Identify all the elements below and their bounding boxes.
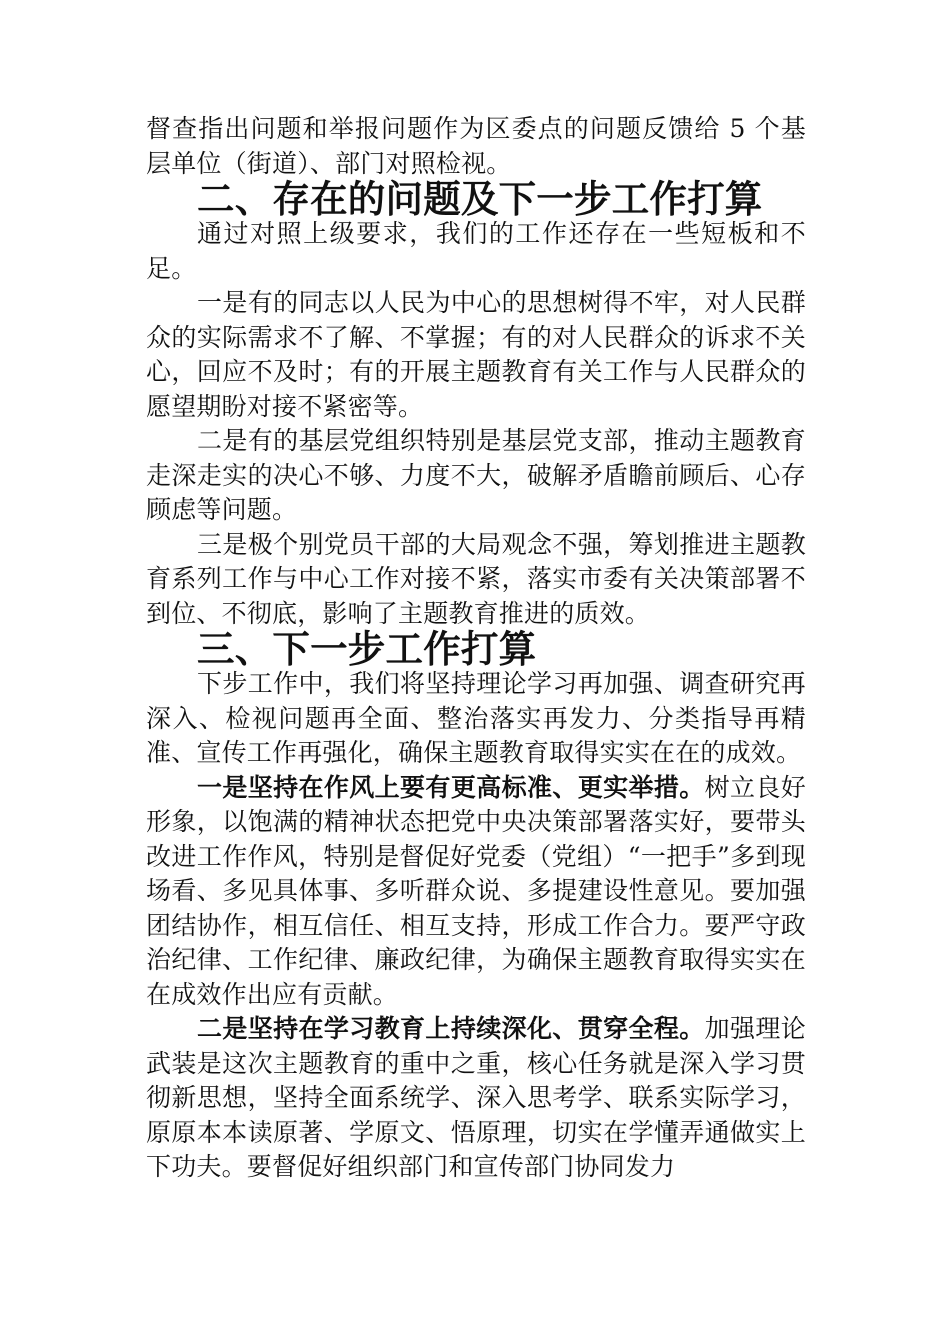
paragraph-problem-three: 三是极个别党员干部的大局观念不强，筹划推进主题教育系列工作与中心工作对接不紧，落实市委有关决策部署不到位、不彻底，影响了主题教育推进的质效。: [146, 529, 806, 628]
paragraph-measure-two: [146, 1012, 806, 1185]
paragraph-next-steps-intro: 下步工作中，我们将坚持理论学习再加强、调查研究再深入、检视问题再全面、整治落实再发力、分类指导再精准、宣传工作再强化，确保主题教育取得实实在在的成效。: [146, 669, 806, 767]
paragraph-measure-one: [146, 771, 806, 1013]
paragraph-intro-problems: 通过对照上级要求，我们的工作还存在一些短板和不足。: [146, 219, 806, 283]
section-heading-next-steps: 三、下一步工作打算: [197, 627, 537, 671]
measure-two-lead: 二是坚持在学习教育上持续深化、贯穿全程。: [197, 1014, 705, 1043]
paragraph-problem-one: 一是有的同志以人民为中心的思想树得不牢，对人民群众的实际需求不了解、不掌握；有的对人民群众的诉求不关心，回应不及时；有的开展主题教育有关工作与人民群众的愿望期盼对接不紧密等。: [146, 288, 806, 421]
paragraph-problem-two: 二是有的基层党组织特别是基层党支部，推动主题教育走深走实的决心不够、力度不大，破解矛盾瞻前顾后、心存顾虑等问题。: [146, 426, 806, 524]
measure-one-body: 树立良好形象，以饱满的精神状态把党中央决策部署落实好，要带头改进工作作风，特别是督促好党委（党组）“一把手”多到现场看、多见具体事、多听群众说、多提建设性意见。要加强团结协作，相互信任、相互支持，形成工作合力。要严守政治纪律、工作纪律、廉政纪律，为确保主题教育取得实实在在成效作出应有贡献。: [146, 772, 806, 1009]
paragraph-continuation: 督查指出问题和举报问题作为区委点的问题反馈给 5 个基层单位（街道）、部门对照检视。: [146, 114, 806, 178]
document-page: [146, 112, 806, 1185]
section-heading-problems: 二、存在的问题及下一步工作打算: [197, 177, 763, 221]
measure-one-lead: 一是坚持在作风上要有更高标准、更实举措。: [197, 772, 705, 802]
measure-two-body: 加强理论武装是这次主题教育的重中之重，核心任务就是深入学习贯彻新思想，坚持全面系统学、深入思考学、联系实际学习，原原本本读原著、学原文、悟原理，切实在学懂弄通做实上下功夫。要督促好组织部门和宣传部门协同发力: [146, 1014, 806, 1181]
